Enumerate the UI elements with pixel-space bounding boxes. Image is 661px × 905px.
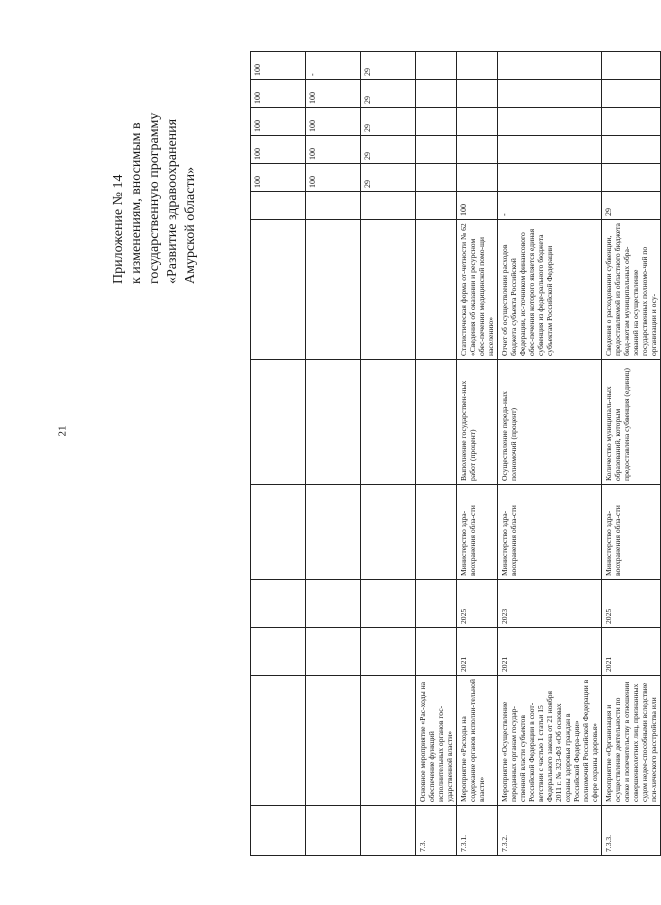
value-cell: 29 [361,80,416,108]
executor-cell [306,485,361,580]
program-table-wrapper [250,64,658,856]
value-cell [602,136,661,164]
value-cell: 29 [361,136,416,164]
value-cell: 100 [306,108,361,136]
value-cell: 100 [251,108,306,136]
indicator-cell: Количество муниципаль-ных образований, которым предоставлена субвенция (единиц) [602,360,661,485]
start-year-cell [306,628,361,676]
end-year-cell: 2025 [602,580,661,628]
value-cell: 29 [361,164,416,192]
source-cell: Статистическая форма от-четности № 62 «Сведения об оказании и ресурсном обес-печении медицинской помо-щи населению» [457,220,498,360]
value-cell [498,136,602,164]
source-cell: Отчет об осуществлении расходов бюджета субъекта Российской Федерации, ис-точником финансового обес-печения которого является единая субвенция из феде-рального бюджета субъектам Российской Федерации [498,220,602,360]
value-cell [361,192,416,220]
value-cell [416,52,457,80]
table-row [498,52,602,856]
value-cell [416,80,457,108]
value-cell: - [306,52,361,80]
value-cell: 100 [306,164,361,192]
start-year-cell: 2021 [498,628,602,676]
executor-cell: Министерство здра-воохранения обла-сти [498,485,602,580]
appendix-heading [110,84,200,284]
table-row [602,52,661,856]
table-row [306,52,361,856]
end-year-cell: 2025 [457,580,498,628]
executor-cell: Министерство здра-воохранения обла-сти [457,485,498,580]
source-cell [361,220,416,360]
activity-name-cell: Мероприятие «Осуществление переданных органам государ-ственной власти субъектов Российской Федерации в соот-ветствии с частью 1 статьи 15 Федерального закона от 21 ноября 2011 г. № 323-ФЗ «Об основах охраны здоровья граждан в Российской Федера-ции» полномочий Российской Федерации в сфере охраны здоровья» [498,676,602,806]
value-cell [602,52,661,80]
row-number-cell: 7.3. [416,806,457,856]
executor-cell [251,485,306,580]
start-year-cell: 2021 [457,628,498,676]
row-number-cell [251,806,306,856]
value-cell [251,192,306,220]
value-cell: 100 [457,192,498,220]
indicator-cell [361,360,416,485]
end-year-cell [251,580,306,628]
value-cell: - [498,192,602,220]
source-cell [251,220,306,360]
value-cell [416,108,457,136]
value-cell [416,192,457,220]
table-row [457,52,498,856]
value-cell [457,136,498,164]
page-number: 21 [56,425,69,437]
appendix-subtitle-line: государственную программу [147,112,162,284]
row-number-cell [306,806,361,856]
start-year-cell [361,628,416,676]
value-cell [416,136,457,164]
indicator-cell [306,360,361,485]
start-year-cell: 2021 [602,628,661,676]
value-cell [602,108,661,136]
value-cell [498,52,602,80]
row-number-cell: 7.3.2. [498,806,602,856]
value-cell: 100 [251,80,306,108]
table-row [251,52,306,856]
value-cell: 100 [251,52,306,80]
row-number-cell [361,806,416,856]
value-cell [416,164,457,192]
activity-name-cell: Мероприятие «Организация и осуществление деятельности по опеке и попечительству в отношении совершеннолетних лиц, признанных судом недее-способными вследствие пси-хического расстройства или [602,676,661,806]
executor-cell [416,485,457,580]
value-cell [498,164,602,192]
table-row [361,52,416,856]
appendix-subtitle-line: Амурской области» [183,166,198,284]
row-number-cell: 7.3.1. [457,806,498,856]
value-cell [457,80,498,108]
value-cell: 29 [361,108,416,136]
activity-name-cell [306,676,361,806]
executor-cell: Министерство здра-воохранения обла-сти [602,485,661,580]
program-table [250,51,661,856]
end-year-cell [306,580,361,628]
appendix-title: Приложение № 14 [111,174,126,284]
start-year-cell [416,628,457,676]
row-number-cell: 7.3.3. [602,806,661,856]
appendix-subtitle-line: к изменениям, вносимым в [129,122,144,284]
value-cell: 100 [306,80,361,108]
value-cell [602,164,661,192]
indicator-cell [416,360,457,485]
executor-cell [361,485,416,580]
appendix-subtitle-line: «Развитие здравоохранения [165,118,180,284]
indicator-cell [251,360,306,485]
start-year-cell [251,628,306,676]
value-cell [498,108,602,136]
value-cell [602,80,661,108]
value-cell: 100 [251,136,306,164]
value-cell [457,108,498,136]
table-row [416,52,457,856]
end-year-cell [416,580,457,628]
value-cell: 29 [361,52,416,80]
value-cell [457,52,498,80]
end-year-cell [361,580,416,628]
value-cell [306,192,361,220]
source-cell [306,220,361,360]
activity-name-cell: Основное мероприятие «Рас-ходы на обеспечение функций исполнительных органов гос-ударственной власти» [416,676,457,806]
value-cell [457,164,498,192]
activity-name-cell [361,676,416,806]
source-cell [416,220,457,360]
end-year-cell: 2023 [498,580,602,628]
value-cell: 100 [251,164,306,192]
activity-name-cell [251,676,306,806]
indicator-cell: Осуществление переда-ных полномочий (процент) [498,360,602,485]
value-cell: 29 [602,192,661,220]
indicator-cell: Выполнение государствен-ных работ (процент) [457,360,498,485]
value-cell: 100 [306,136,361,164]
value-cell [498,80,602,108]
source-cell: Сведения о расходовании субвенции, предоставляемой из областного бюджета бюд-жетам муниципальных обра-зований на осуществление государственных полномо-чий по организации и осу- [602,220,661,360]
activity-name-cell: Мероприятие «Расходы на содержание органов исполни-тельной власти» [457,676,498,806]
